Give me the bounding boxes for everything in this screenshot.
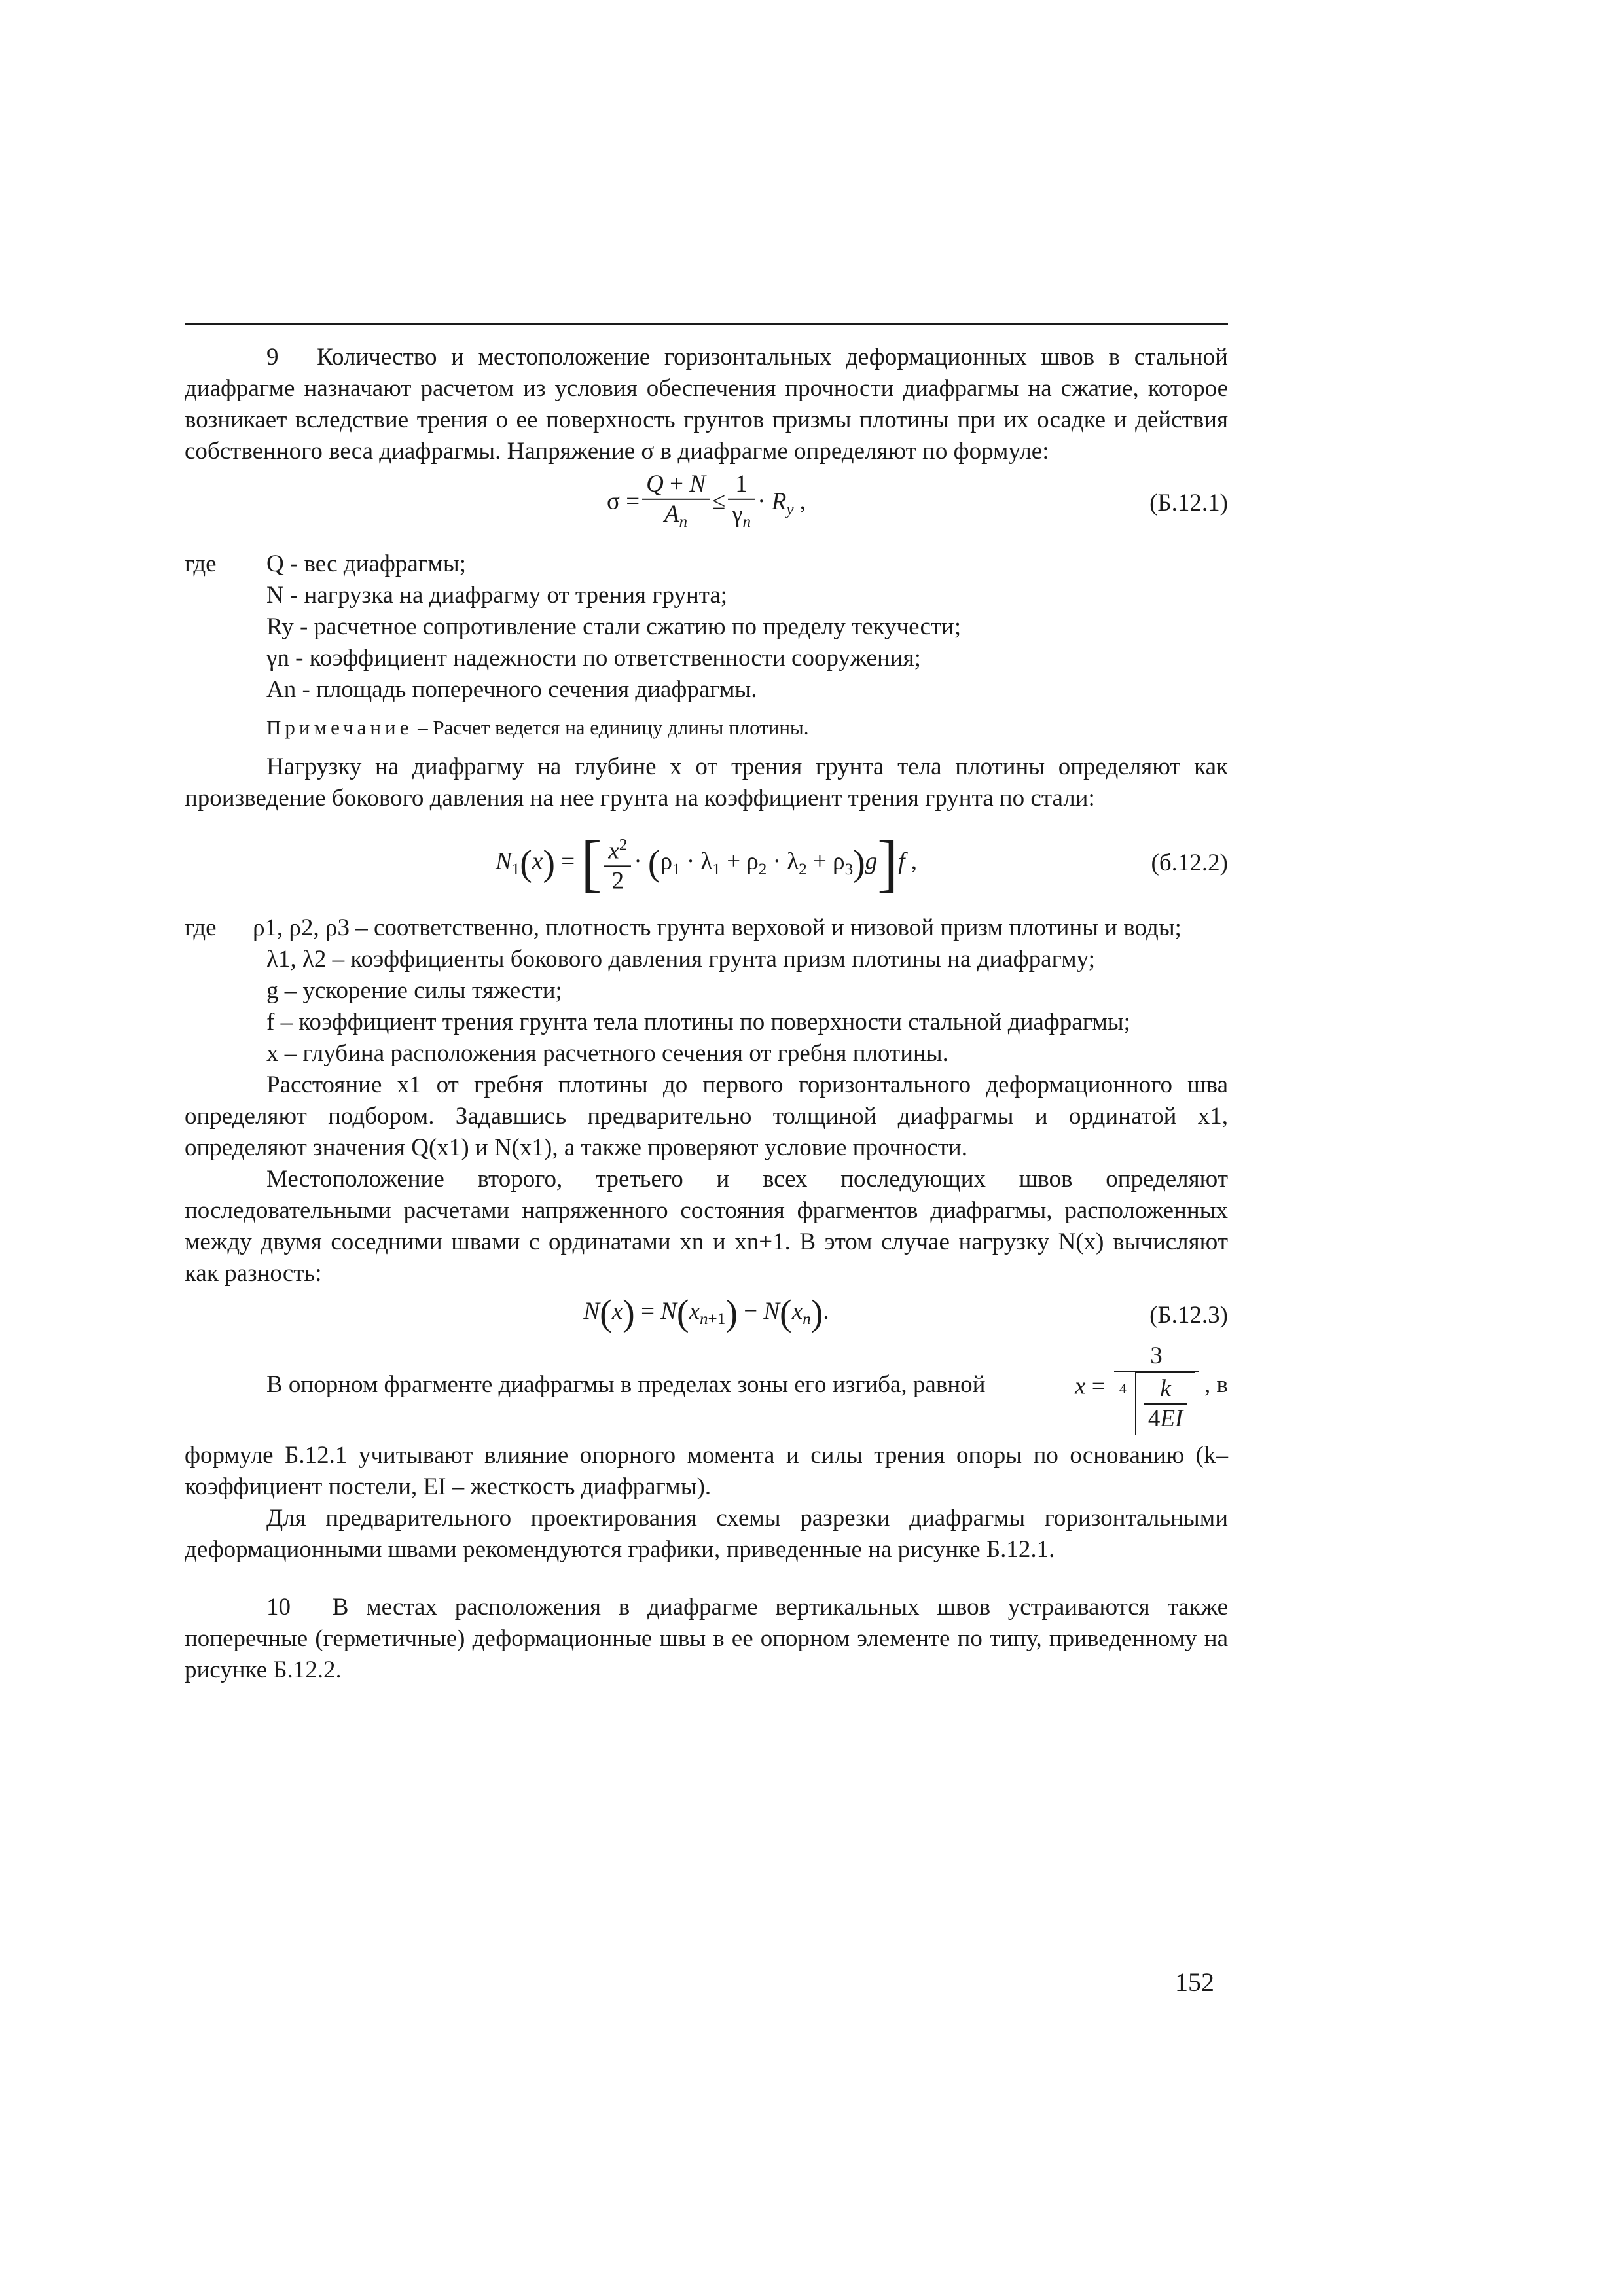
- distance-paragraph: Расстояние x1 от гребня плотины до первого горизонтального деформационного шва определяют подбором. Задавшись предварительно толщиной диафрагмы и ординатой x1, определяют значения Q(x1) и N(x1), а также проверяют условие прочности.: [185, 1071, 1228, 1161]
- definition-item-first: [185, 912, 1228, 944]
- page-number: 152: [1175, 1967, 1214, 1997]
- equation-b12-2-formula: $N_1(x)$ = [ $\frac{x^2}{2}$ · $(\rho_1 \cdot \lambda_1 + \rho_2 \cdot \lambda_2 + \rho_3)g]f$ ,: [495, 828, 918, 899]
- definition-text: ρ1, ρ2, ρ3 – соответственно, плотность грунта верховой и низовой призм плотины и воды;: [253, 914, 1182, 941]
- support-text-start: В опорном фрагменте диафрагмы в пределах зоны его изгиба, равной: [266, 1371, 986, 1398]
- bending-zone-formula: x = 3 4 $\frac{k}{4EI}$: [1075, 1342, 1201, 1435]
- equation-b12-1: [185, 467, 1228, 539]
- definition-item: N - нагрузка на диафрагму от трения грунта;: [266, 582, 728, 609]
- section-9-paragraph: 9 Количество и местоположение горизонтальных деформационных швов в стальной диафрагме назначают расчетом из условия обеспечения прочности диафрагмы на сжатие, которое возникает вследствие трения о ее поверхность грунтов призмы плотины при их осадке и действия собственного веса диафрагмы. Напряжение σ в диафрагме определяют по формуле:: [185, 344, 1228, 465]
- header-rule: [185, 323, 1228, 325]
- section-10-paragraph: 10 В местах расположения в диафрагме вертикальных швов устраиваются также поперечные (герметичные) деформационные швы в ее опорном элементе по типу, приведенному на рисунке Б.12.2.: [185, 1594, 1228, 1683]
- equation-b12-3-number: (Б.12.3): [1149, 1302, 1228, 1329]
- definition-item: Q - вес диафрагмы;: [266, 550, 466, 577]
- prelim-paragraph: Для предварительного проектирования схемы разрезки диафрагмы горизонтальными деформационными швами рекомендуются графики, приведенные на рисунке Б.12.1.: [185, 1505, 1228, 1563]
- support-text-end: , в: [1204, 1371, 1228, 1398]
- equation-b12-2-number: (б.12.2): [1151, 850, 1228, 876]
- definition-item: An - площадь поперечного сечения диафрагмы.: [266, 676, 757, 703]
- support-continuation: формуле Б.12.1 учитывают влияние опорного момента и силы трения опоры по основанию (k– коэффициент постели, EI – жесткость диафрагмы).: [185, 1442, 1228, 1500]
- note-label: Примечание: [266, 716, 413, 739]
- where-label: где: [185, 914, 217, 941]
- definition-item: f – коэффициент трения грунта тела плотины по поверхности стальной диафрагмы;: [266, 1009, 1130, 1035]
- note-text: – Расчет ведется на единицу длины плотины.: [412, 716, 809, 739]
- definition-item: Ry - расчетное сопротивление стали сжатию по пределу текучести;: [266, 613, 962, 640]
- note: [266, 712, 1228, 744]
- definition-item: γn - коэффициент надежности по ответственности сооружения;: [266, 645, 921, 672]
- definition-item: λ1, λ2 – коэффициенты бокового давления грунта призм плотины на диафрагму;: [266, 946, 1095, 973]
- load-paragraph: Нагрузку на диафрагму на глубине x от трения грунта тела плотины определяют как произведение бокового давления на нее грунта на коэффициент трения грунта по стали:: [185, 753, 1228, 812]
- where-block-1: [185, 548, 1228, 706]
- equation-b12-3-formula: $N(x) = N(x_{n+1}) - N(x_n)$.: [583, 1293, 829, 1334]
- definition-item: g – ускорение силы тяжести;: [266, 977, 562, 1004]
- where-block-2: [185, 912, 1228, 1069]
- where-label: где: [185, 550, 217, 577]
- definition-item: x – глубина расположения расчетного сечения от гребня плотины.: [266, 1040, 948, 1067]
- page-body: [185, 342, 1228, 1686]
- equation-b12-1-formula: σ = $\frac{Q + N}{A_n}$ ≤ $\frac{1}{\gamma_n}$ · $R_y$ ,: [607, 470, 806, 531]
- equation-b12-2: [185, 814, 1228, 912]
- position-paragraph: Местоположение второго, третьего и всех последующих швов определяют последовательными расчетами напряженного состояния фрагментов диафрагмы, расположенных между двумя соседними швами с ординатами xn и xn+1. В этом случае нагрузку N(x) вычисляют как разность:: [185, 1166, 1228, 1287]
- support-line: [185, 1342, 1228, 1440]
- equation-b12-1-number: (Б.12.1): [1149, 490, 1228, 516]
- equation-b12-3: [185, 1289, 1228, 1342]
